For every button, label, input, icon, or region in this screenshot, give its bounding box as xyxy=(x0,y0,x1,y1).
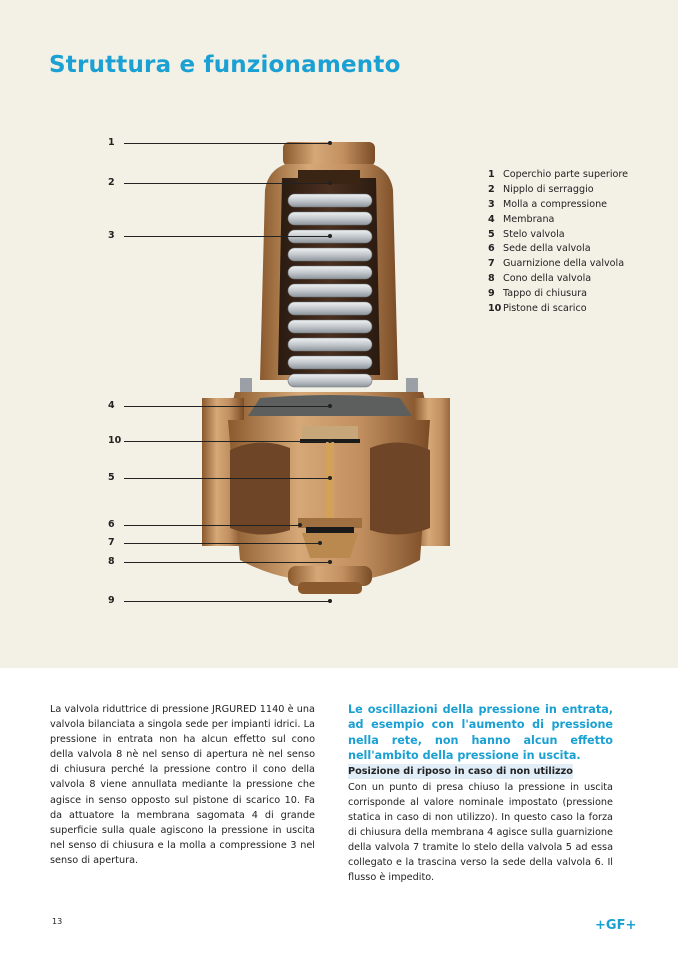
valve-cutaway-illustration xyxy=(180,130,450,620)
leader-dot xyxy=(318,541,322,545)
legend-item: 10 Pistone di scarico xyxy=(488,303,587,315)
legend-item: 9 Tappo di chiusura xyxy=(488,288,588,300)
leader-dot xyxy=(328,181,332,185)
legend-item: 1 Coperchio parte superiore xyxy=(488,169,629,180)
callout-1: 1 xyxy=(108,137,115,148)
right-column xyxy=(348,702,613,885)
leader-line xyxy=(124,478,330,479)
leader-dot xyxy=(328,599,332,603)
leader-dot xyxy=(328,439,332,443)
leader-line xyxy=(124,441,330,442)
legend-item: 5 Stelo valvola xyxy=(488,228,565,240)
legend-item: 6 Sede della valvola xyxy=(488,243,591,255)
leader-line xyxy=(124,562,330,563)
legend-item: 8 Cono della valvola xyxy=(488,273,592,285)
callout-3: 3 xyxy=(108,230,115,241)
gf-logo: +GF+ xyxy=(595,918,637,933)
rest-position-paragraph: Con un punto di presa chiuso la pressione in uscita corrisponde al valore nominale impostato (pressione statica in caso di non utilizzo). In questo caso la forza di chiusura della membrana 4 agisce sulla guarnizione della valvola 7 tramite lo stelo della valvola 5 ad essa collegato e la trascina verso la sede della valvola 6. Il flusso è impedito. xyxy=(348,781,613,884)
intro-paragraph: La valvola riduttrice di pressione JRGURED 1140 è una valvola bilanciata a singola sede per impianti idrici. La pressione in entrata non ha alcun effetto sul cono della valvola 8 nè nel senso di apertura nè nel senso di chiusura perché la pressione contro il cono della valvola 8 viene annullata mediante la pressione che agisce in senso opposto sul pistone di scarico 10. Fa da attuatore la membrana sagomata 4 di grande superficie sulla quale agiscono la pressione in uscita nel senso di chiusura e la molla a compressione 3 nel senso di apertura. xyxy=(50,704,315,866)
legend-item: 4 Membrana xyxy=(488,213,555,225)
leader-dot xyxy=(328,476,332,480)
parts-legend xyxy=(488,168,628,317)
leader-line xyxy=(124,543,320,544)
legend-item: 7 Guarnizione della valvola xyxy=(488,258,625,270)
callout-4: 4 xyxy=(108,400,115,411)
callout-8: 8 xyxy=(108,556,115,567)
legend-item: 3 Molla a compressione xyxy=(488,198,608,210)
leader-line xyxy=(124,183,330,184)
section-subheading: Posizione di riposo in caso di non utilizzo xyxy=(348,764,573,779)
callout-6: 6 xyxy=(108,519,115,530)
leader-dot xyxy=(328,141,332,145)
callout-10: 10 xyxy=(108,435,122,446)
leader-dot xyxy=(328,404,332,408)
leader-dot xyxy=(298,523,302,527)
leader-line xyxy=(124,601,330,602)
leader-line xyxy=(124,143,330,144)
leader-line xyxy=(124,236,330,237)
legend-item: 2 Nipplo di serraggio xyxy=(488,183,594,195)
leader-line xyxy=(124,525,300,526)
callout-5: 5 xyxy=(108,472,115,483)
callout-7: 7 xyxy=(108,537,115,548)
leader-dot xyxy=(328,560,332,564)
page-number: 13 xyxy=(52,917,63,926)
leader-dot xyxy=(328,234,332,238)
callout-2: 2 xyxy=(108,177,115,188)
page-title: Struttura e funzionamento xyxy=(49,52,401,78)
callout-9: 9 xyxy=(108,595,115,606)
highlight-text: Le oscillazioni della pressione in entrata, ad esempio con l'aumento di pressione nella rete, non hanno alcun effetto nell'ambito della pressione in uscita. xyxy=(348,703,613,763)
leader-line xyxy=(124,406,330,407)
